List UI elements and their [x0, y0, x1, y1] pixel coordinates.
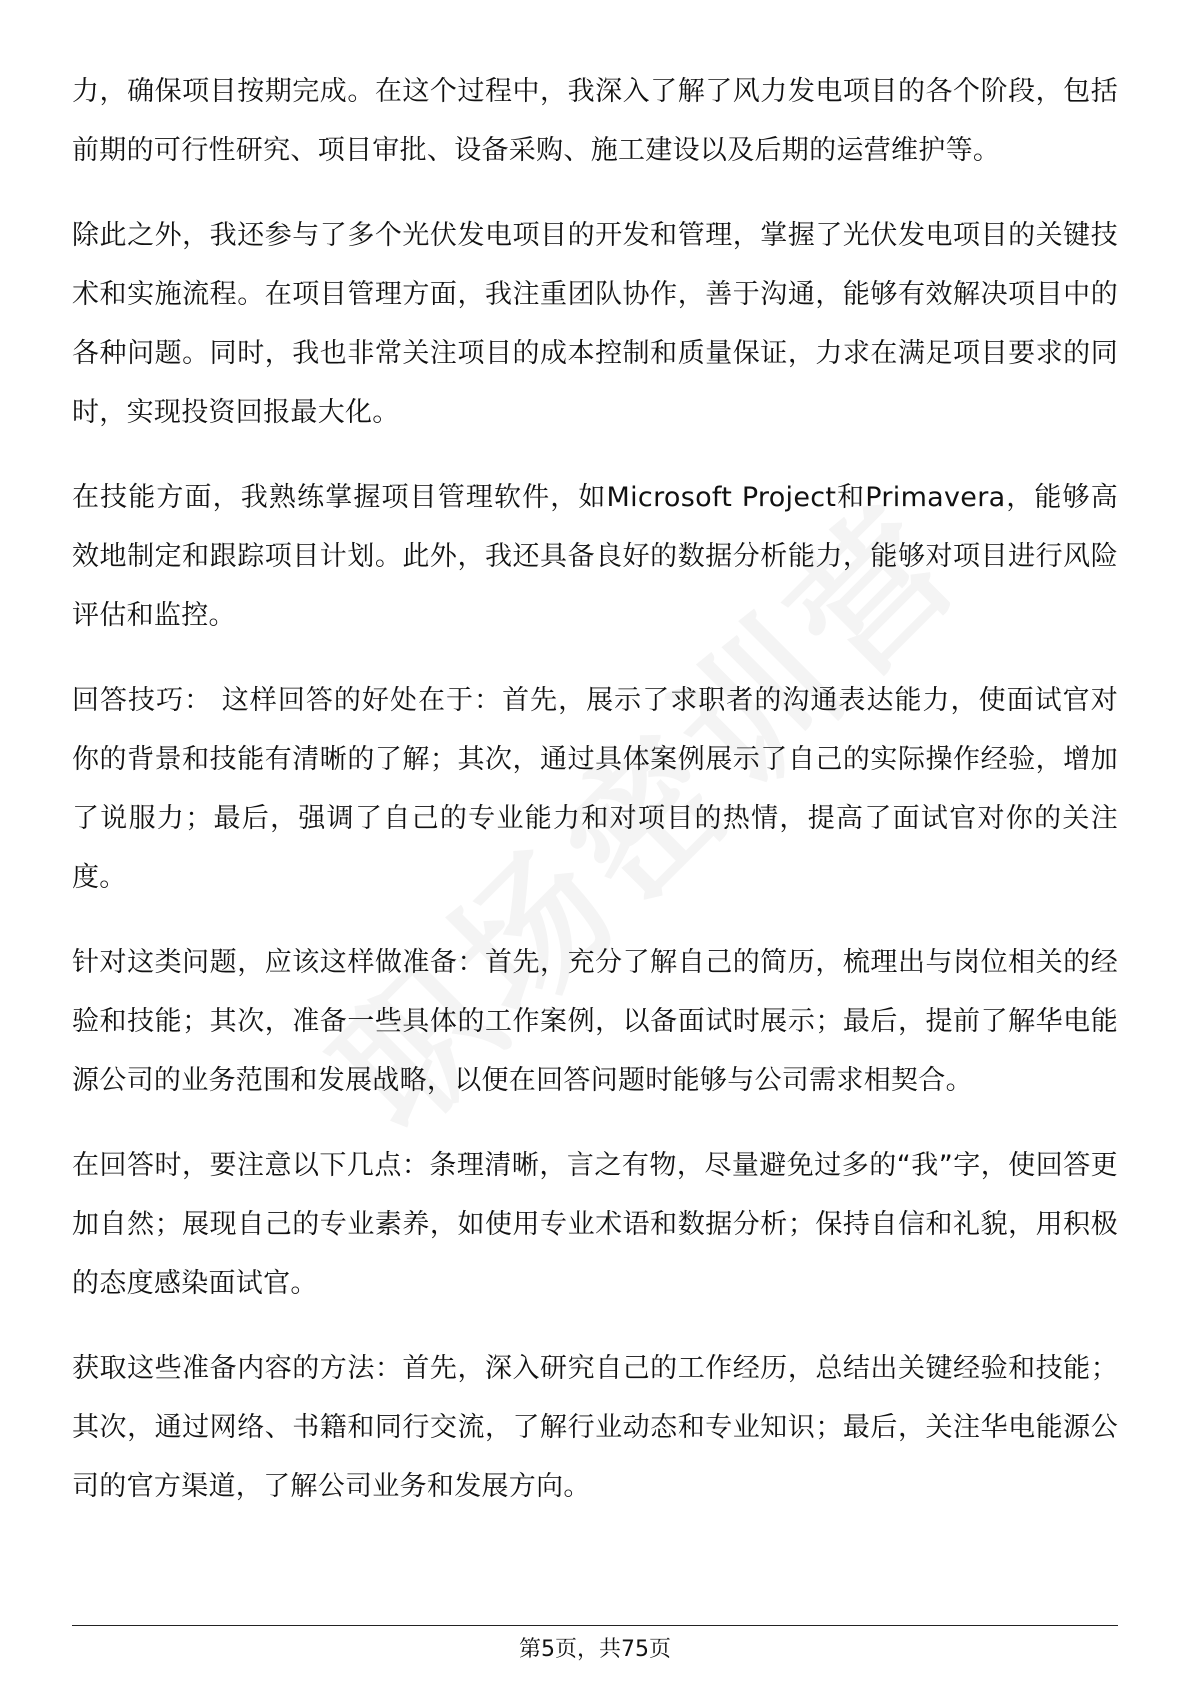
paragraph-1: 力，确保项目按期完成。在这个过程中，我深入了解了风力发电项目的各个阶段，包括前期的可行性研究、项目审批、设备采购、施工建设以及后期的运营维护等。 — [72, 76, 1118, 166]
paragraph-2: 除此之外，我还参与了多个光伏发电项目的开发和管理，掌握了光伏发电项目的关键技术和实施流程。在项目管理方面，我注重团队协作，善于沟通，能够有效解决项目中的各种问题。同时，我也非常关注项目的成本控制和质量保证，力求在满足项目要求的同时，实现投资回报最大化。 — [72, 220, 1118, 428]
footer-divider — [72, 1625, 1118, 1626]
page-number: 第5页，共75页 — [519, 1637, 671, 1662]
paragraph-4: 回答技巧： 这样回答的好处在于：首先，展示了求职者的沟通表达能力，使面试官对你的背景和技能有清晰的了解；其次，通过具体案例展示了自己的实际操作经验，增加了说服力；最后，强调了自己的专业能力和对项目的热情，提高了面试官对你的关注度。 — [72, 685, 1118, 893]
paragraph-3: 在技能方面，我熟练掌握项目管理软件，如Microsoft Project和Primavera，能够高效地制定和跟踪项目计划。此外，我还具备良好的数据分析能力，能够对项目进行风险评估和监控。 — [72, 482, 1118, 631]
document-body — [72, 62, 1118, 1542]
paragraph-6: 在回答时，要注意以下几点：条理清晰，言之有物，尽量避免过多的“我”字，使回答更加自然；展现自己的专业素养，如使用专业术语和数据分析；保持自信和礼貌，用积极的态度感染面试官。 — [72, 1150, 1118, 1299]
paragraph-7: 获取这些准备内容的方法：首先，深入研究自己的工作经历，总结出关键经验和技能；其次，通过网络、书籍和同行交流，了解行业动态和专业知识；最后，关注华电能源公司的官方渠道，了解公司业务和发展方向。 — [72, 1353, 1118, 1502]
paragraph-5: 针对这类问题，应该这样做准备：首先，充分了解自己的简历，梳理出与岗位相关的经验和技能；其次，准备一些具体的工作案例，以备面试时展示；最后，提前了解华电能源公司的业务范围和发展战略，以便在回答问题时能够与公司需求相契合。 — [72, 947, 1118, 1096]
